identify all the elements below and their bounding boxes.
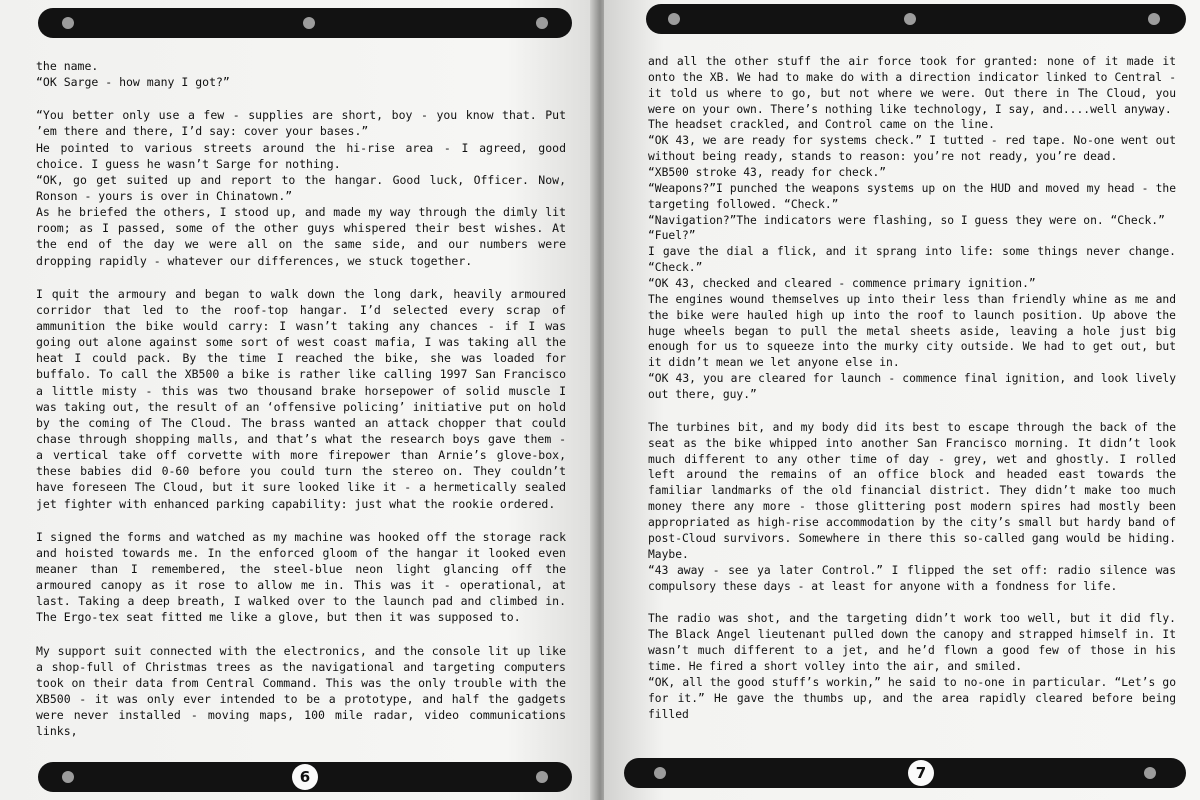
bar-dot [1144, 767, 1156, 779]
paragraph: “You better only use a few - supplies are short, boy - you know that. Put ’em there and there, I’d say: cover your bases.” He pointed to various streets around the hi-rise area - I agreed, good choice. I guess he wasn’t Sarge for nothing. “OK, go get suited up and report to the hangar. Good luck, Officer. Now, Ronson - yours is over in Chinatown.” As he briefed the others, I stood up, and made my way through the dimly lit room; as I passed, some of the other guys whispered their best wishes. At the end of the day we were all on the same side, and our numbers were dropping rapidly - whatever our differences, we stuck together. [36, 108, 566, 268]
right-page-text [648, 54, 1176, 722]
paragraph: The turbines bit, and my body did its best to escape through the back of the seat as the bike whipped into another San Francisco morning. It didn’t look much different to any other time of day - grey, wet and ghostly. I rolled left around the remains of an office block and headed east towards the familiar landmarks of the old financial district. They didn’t make too much money there any more - those glittering post modern spires had mostly been appropriated as high-rise accommodation by the city’s small but hardy band of post-Cloud survivors. Somewhere in there this so-called gang would be hiding. Maybe. “43 away - see ya later Control.” I flipped the set off: radio silence was compulsory these days - at least for anyone with a fondness for life. [648, 420, 1176, 593]
bar-dot [654, 767, 666, 779]
paragraph: I quit the armoury and began to walk down the long dark, heavily armoured corridor that led to the roof-top hangar. I’d selected every scrap of ammunition the bike would carry: I wasn’t taking any chances - if I was going out alone against some sort of west coast mafia, I was taking all the heat I could pack. By the time I reached the bike, she was loaded for buffalo. To call the XB500 a bike is rather like calling 1997 San Francisco a little misty - this was two thousand brake horsepower of solid muscle I was taking out, the result of an ‘offensive policing’ initiative put on hold by the coming of The Cloud. The brass wanted an attack chopper that could chase through shopping malls, and that’s what the research boys gave them - a vertical take off corvette with more firepower than Arnie’s glove-box, these babies did 0-60 before you could turn the stereo on. They couldn’t have foreseen The Cloud, but it sure looked like it - a hermetically sealed jet fighter with enhanced parking capability: just what the rookie ordered. [36, 286, 566, 511]
bar-dot [536, 771, 548, 783]
top-decorative-bar [38, 8, 572, 38]
right-page [604, 0, 1200, 800]
page-number: 7 [908, 760, 934, 786]
bar-dot [904, 13, 916, 25]
paragraph: and all the other stuff the air force took for granted: none of it made it onto the XB. We had to make do with a direction indicator linked to Central - it told us where to go, but not where we were. Out there in The Cloud, you were on your own. There’s nothing like technology, I say, and....well anyway. The headset crackled, and Control came on the line. “OK 43, we are ready for systems check.” I tutted - red tape. No-one went out without being ready, stands to reason: you’re not ready, you’re dead. “XB500 stroke 43, ready for check.” “Weapons?”I punched the weapons systems up on the HUD and moved my head - the targeting followed. “Check.” “Navigation?”The indicators were flashing, so I guess they were on. “Check.” “Fuel?” I gave the dial a flick, and it sprang into life: some things never change. “Check.” “OK 43, checked and cleared - commence primary ignition.” The engines wound themselves up into their less than friendly whine as me and the bike were hauled high up into the roof to launch position. Up above the huge wheels began to pull the metal sheets aside, leaving a hole just big enough for us to squeeze into the murky city outside. We had to get out, but it didn’t mean we let anyone else in. “OK 43, you are cleared for launch - commence final ignition, and look lively out there, guy.” [648, 55, 1176, 402]
paragraph: the name. “OK Sarge - how many I got?” [36, 59, 230, 90]
bar-dot [668, 13, 680, 25]
paragraph: My support suit connected with the electronics, and the console lit up like a shop-full of Christmas trees as the navigational and targeting computers took on their data from Central Command. This was the only trouble with the XB500 - it was only ever intended to be a prototype, and half the gadgets were never installed - moving maps, 100 mile radar, video communications links, [36, 643, 566, 739]
left-page [0, 0, 596, 800]
bar-dot [536, 17, 548, 29]
paragraph: The radio was shot, and the targeting didn’t work too well, but it did fly. The Black Angel lieutenant pulled down the canopy and strapped himself in. It wasn’t much different to a jet, and he’d flown a good few of those in his time. He fired a short volley into the air, and smiled. “OK, all the good stuff’s workin,” he said to no-one in particular. “Let’s go for it.” He gave the thumbs up, and the area rapidly cleared before being filled [648, 612, 1176, 721]
bar-dot [303, 17, 315, 29]
page-number: 6 [292, 764, 318, 790]
left-page-text [36, 58, 566, 739]
top-decorative-bar [646, 4, 1186, 34]
bar-dot [62, 17, 74, 29]
bar-dot [1148, 13, 1160, 25]
paragraph: I signed the forms and watched as my machine was hooked off the storage rack and hoisted towards me. In the enforced gloom of the hangar it looked even meaner than I remembered, the steel-blue neon light glancing off the armoured canopy as it rose to allow me in. This was it - operational, at last. Taking a deep breath, I walked over to the launch pad and climbed in. The Ergo-tex seat fitted me like a glove, but then it was supposed to. [36, 529, 566, 625]
bottom-decorative-bar [624, 758, 1186, 788]
bottom-decorative-bar [38, 762, 572, 792]
bar-dot [62, 771, 74, 783]
